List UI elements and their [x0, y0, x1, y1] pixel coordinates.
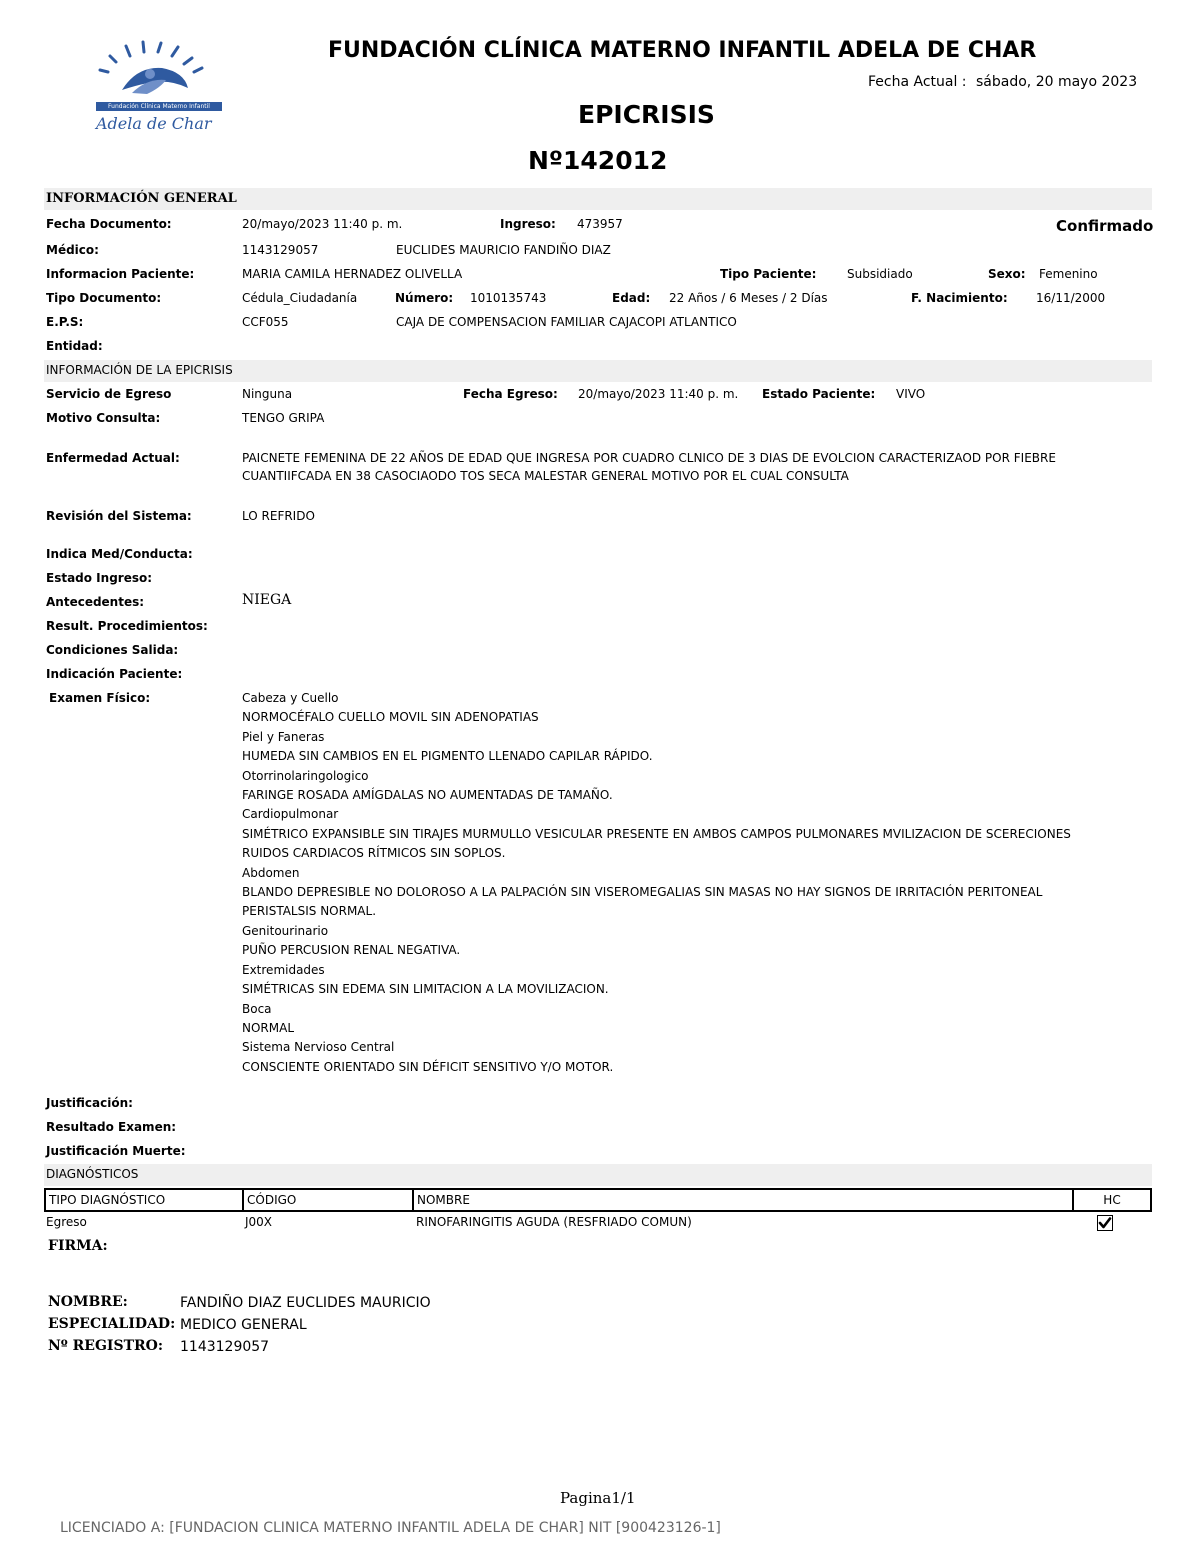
revision-label: Revisión del Sistema:: [46, 509, 192, 523]
institution-title: FUNDACIÓN CLÍNICA MATERNO INFANTIL ADELA DE CHAR: [328, 38, 1037, 63]
examen-line: CONSCIENTE ORIENTADO SIN DÉFICIT SENSITIVO Y/O MOTOR.: [242, 1059, 614, 1074]
examen-line: RUIDOS CARDIACOS RÍTMICOS SIN SOPLOS.: [242, 846, 506, 861]
estado-paciente-label: Estado Paciente:: [762, 387, 876, 401]
examen-line: Boca: [242, 1001, 272, 1016]
document-number: Nº142012: [528, 146, 668, 175]
eps-name: CAJA DE COMPENSACION FAMILIAR CAJACOPI ATLANTICO: [396, 315, 737, 329]
license-text: LICENCIADO A: [FUNDACION CLINICA MATERNO INFANTIL ADELA DE CHAR] NIT [900423126-1]: [60, 1520, 721, 1536]
logo-band-text: Fundación Clínica Materno Infantil: [108, 103, 210, 110]
col-hc: HC: [1073, 1189, 1151, 1211]
examen-line: PERISTALSIS NORMAL.: [242, 904, 377, 919]
edad-value: 22 Años / 6 Meses / 2 Días: [669, 291, 828, 305]
diagnosticos-section-title: DIAGNÓSTICOS: [46, 1167, 139, 1181]
justificacion-muerte-label: Justificación Muerte:: [46, 1144, 186, 1158]
col-nombre: NOMBRE: [413, 1189, 1073, 1211]
revision-value: LO REFRIDO: [242, 509, 315, 523]
eps-code: CCF055: [242, 315, 289, 329]
indica-label: Indica Med/Conducta:: [46, 547, 193, 561]
page-number: Pagina1/1: [560, 1489, 636, 1507]
especialidad-value: MEDICO GENERAL: [180, 1317, 307, 1333]
antecedentes-value: NIEGA: [242, 592, 292, 608]
indicacion-paciente-label: Indicación Paciente:: [46, 667, 183, 681]
fecha-egreso-value: 20/mayo/2023 11:40 p. m.: [578, 387, 739, 401]
estado-paciente-value: VIVO: [896, 387, 926, 401]
examen-fisico-block: [242, 689, 1071, 1077]
examen-line: HUMEDA SIN CAMBIOS EN EL PIGMENTO LLENADO CAPILAR RÁPIDO.: [242, 749, 653, 764]
logo-script-text: Adela de Char: [96, 114, 212, 133]
examen-line: SIMÉTRICAS SIN EDEMA SIN LIMITACION A LA MOVILIZACION.: [242, 982, 609, 997]
fecha-egreso-label: Fecha Egreso:: [463, 387, 558, 401]
motivo-value: TENGO GRIPA: [242, 411, 325, 425]
examen-line: Otorrinolaringologico: [242, 768, 369, 783]
fecha-actual-label: Fecha Actual :: [868, 74, 967, 90]
enfermedad-line-2: CUANTIIFCADA EN 38 CASOCIAODO TOS SECA MALESTAR GENERAL MOTIVO POR EL CUAL CONSULTA: [242, 469, 849, 483]
servicio-value: Ninguna: [242, 387, 293, 401]
diagnosticos-section-band: [44, 1164, 1152, 1186]
nacimiento-value: 16/11/2000: [1036, 291, 1106, 305]
examen-line: SIMÉTRICO EXPANSIBLE SIN TIRAJES MURMULLO VESICULAR PRESENTE EN AMBOS CAMPOS PULMONARES MVILIZACION DE SCERECIONES: [242, 826, 1071, 841]
examen-fisico-label: Examen Físico:: [49, 691, 151, 705]
fecha-actual-value: sábado, 20 mayo 2023: [976, 74, 1138, 90]
tipo-documento-value: Cédula_Ciudadanía: [242, 291, 358, 305]
sexo-label: Sexo:: [988, 267, 1026, 281]
numero-value: 1010135743: [470, 291, 547, 305]
nombre-value: FANDIÑO DIAZ EUCLIDES MAURICIO: [180, 1295, 431, 1311]
checkmark-icon: [1098, 1216, 1112, 1230]
examen-line: BLANDO DEPRESIBLE NO DOLOROSO A LA PALPACIÓN SIN VISEROMEGALIAS SIN MASAS NO HAY SIGNOS DE IRRITACIÓN PERITONEAL: [242, 885, 1043, 900]
fecha-documento-label: Fecha Documento:: [46, 217, 172, 231]
examen-line: Cardiopulmonar: [242, 807, 339, 822]
col-tipo-diagnostico: TIPO DIAGNÓSTICO: [45, 1189, 243, 1211]
eps-label: E.P.S:: [46, 315, 84, 329]
enfermedad-label: Enfermedad Actual:: [46, 451, 180, 465]
examen-line: NORMAL: [242, 1020, 295, 1035]
diag-nombre: RINOFARINGITIS AGUDA (RESFRIADO COMUN): [416, 1215, 692, 1229]
examen-line: Abdomen: [242, 865, 300, 880]
firma-label: FIRMA:: [48, 1238, 108, 1254]
diag-tipo: Egreso: [46, 1215, 87, 1229]
tipo-documento-label: Tipo Documento:: [46, 291, 162, 305]
tipo-paciente-label: Tipo Paciente:: [720, 267, 817, 281]
condiciones-salida-label: Condiciones Salida:: [46, 643, 179, 657]
antecedentes-label: Antecedentes:: [46, 595, 145, 609]
result-procedimientos-label: Result. Procedimientos:: [46, 619, 208, 633]
numero-label: Número:: [395, 291, 454, 305]
sexo-value: Femenino: [1039, 267, 1098, 281]
medico-id: 1143129057: [242, 243, 319, 257]
servicio-label: Servicio de Egreso: [46, 387, 172, 401]
diagnosticos-header-row: [45, 1189, 1151, 1211]
motivo-label: Motivo Consulta:: [46, 411, 161, 425]
examen-line: Sistema Nervioso Central: [242, 1040, 395, 1055]
edad-label: Edad:: [612, 291, 651, 305]
paciente-label: Informacion Paciente:: [46, 267, 195, 281]
entidad-label: Entidad:: [46, 339, 103, 353]
paciente-value: MARIA CAMILA HERNADEZ OLIVELLA: [242, 267, 463, 281]
nombre-label: NOMBRE:: [48, 1294, 128, 1310]
medico-nombre: EUCLIDES MAURICIO FANDIÑO DIAZ: [396, 243, 611, 257]
nacimiento-label: F. Nacimiento:: [911, 291, 1008, 305]
col-codigo: CÓDIGO: [243, 1189, 413, 1211]
especialidad-label: ESPECIALIDAD:: [48, 1316, 176, 1332]
clinic-logo: [92, 38, 227, 138]
examen-line: NORMOCÉFALO CUELLO MOVIL SIN ADENOPATIAS: [242, 710, 539, 725]
hc-checkbox[interactable]: [1097, 1215, 1113, 1231]
examen-line: Extremidades: [242, 962, 325, 977]
ingreso-value: 473957: [577, 217, 623, 231]
examen-line: FARINGE ROSADA AMÍGDALAS NO AUMENTADAS DE TAMAÑO.: [242, 788, 613, 803]
diagnosticos-table: [44, 1188, 1152, 1212]
status-badge: Confirmado: [1056, 217, 1154, 235]
fecha-documento-value: 20/mayo/2023 11:40 p. m.: [242, 217, 403, 231]
resultado-examen-label: Resultado Examen:: [46, 1120, 177, 1134]
examen-line: PUÑO PERCUSION RENAL NEGATIVA.: [242, 943, 461, 958]
registro-value: 1143129057: [180, 1339, 270, 1355]
examen-line: Piel y Faneras: [242, 729, 325, 744]
general-section-title: INFORMACIÓN GENERAL: [46, 191, 237, 206]
epicrisis-section-title: INFORMACIÓN DE LA EPICRISIS: [46, 363, 233, 377]
medico-label: Médico:: [46, 243, 99, 257]
examen-line: Cabeza y Cuello: [242, 691, 339, 705]
document-type: EPICRISIS: [578, 100, 715, 129]
ingreso-label: Ingreso:: [500, 217, 556, 231]
tipo-paciente-value: Subsidiado: [847, 267, 913, 281]
diag-codigo: J00X: [245, 1215, 273, 1229]
examen-line: Genitourinario: [242, 923, 329, 938]
enfermedad-line-1: PAICNETE FEMENINA DE 22 AÑOS DE EDAD QUE INGRESA POR CUADRO CLNICO DE 3 DIAS DE EVOLCION CARACTERIZAOD POR FIEBRE: [242, 451, 1056, 465]
registro-label: Nº REGISTRO:: [48, 1338, 164, 1354]
estado-ingreso-label: Estado Ingreso:: [46, 571, 153, 585]
justificacion-label: Justificación:: [46, 1096, 133, 1110]
